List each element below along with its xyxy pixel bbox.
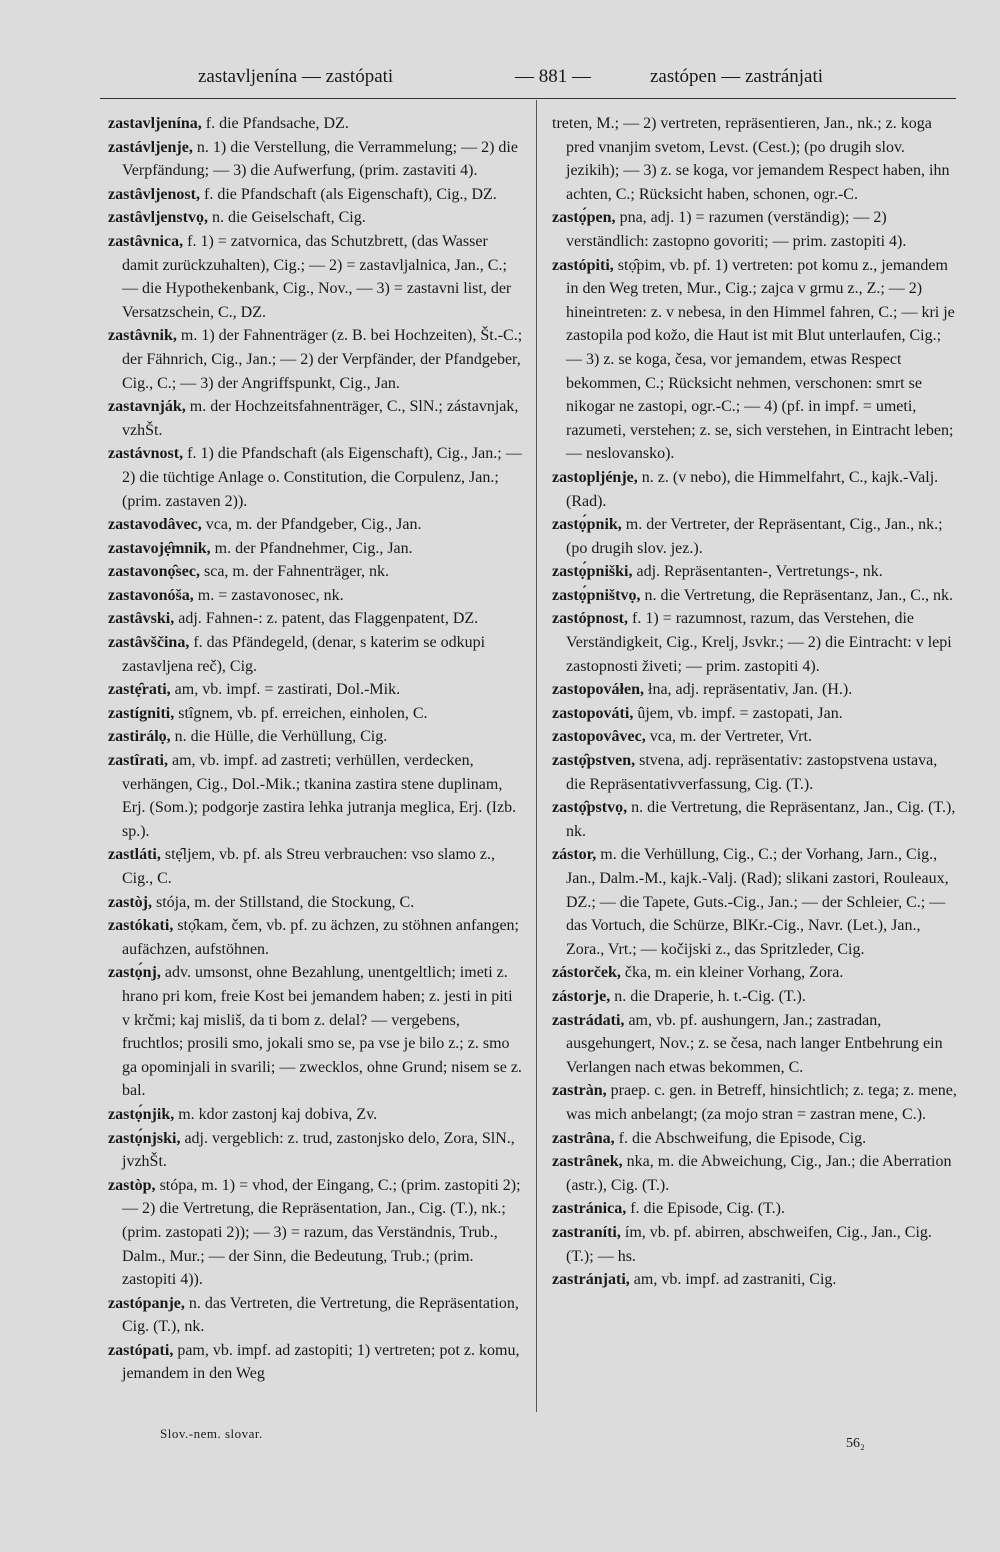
entry-headword: zástorček, (552, 964, 621, 982)
dictionary-entry (552, 702, 960, 726)
header-right-guide-words: zastópen — zastránjati (650, 66, 824, 87)
entry-definition: m. 1) der Fahnenträger (z. B. bei Hochzeiten), Št.-C.; der Fähnrich, Cig., Jan.; — 2) der Verpfänder, der Pfandgeber, Cig., C.; — 3) der Angriffspunkt, Cig., Jan. (122, 327, 523, 392)
entry-headword: zastópnost, (552, 610, 629, 628)
entry-headword: zastókati, (108, 917, 174, 935)
entry-headword: zastâvljenost, (108, 185, 200, 203)
entry-definition: stója, m. der Stillstand, die Stockung, C. (151, 893, 415, 911)
entry-headword: zastopljénje, (552, 468, 638, 486)
entry-headword: zastávnost, (108, 445, 184, 463)
dictionary-entry (108, 560, 523, 584)
entry-definition: am, vb. impf. = zastirati, Dol.-Mik. (170, 681, 401, 699)
entry-headword: zastràn, (552, 1082, 607, 1100)
entry-headword: zastọ́pništvọ, (552, 586, 641, 604)
entry-definition: m. der Pfandnehmer, Cig., Jan. (210, 539, 413, 557)
entry-headword: zastẹ̑rati, (108, 681, 171, 699)
entry-headword: zastòj, (108, 893, 152, 911)
entry-headword: zastọ̑pstven, (552, 752, 636, 770)
entry-definition: stọ̑pim, vb. pf. 1) vertreten: pot komu z., jemandem in den Weg treten, Mur., Cig.; zajca v grmu z., Z.; — 2) hineintreten: z. v nebesa, in den Himmel fahren, C.; — kri je zastopila pod kožo, die Haut ist mit Blut unterlaufen, Cig.; — 3) z. se koga, česa, vor jemandem, etwas Respect bekommen, C.; Rücksicht nehmen, verschonen: smrt se nikogar ne zastopi, ogr.-C.; — 4) (pf. in impf. = umeti, razumeti, verstehen; z. se, sich verstehen, in Eintracht leben; — neslovansko). (566, 256, 955, 463)
page-number: — 881 — (515, 66, 591, 87)
entry-headword: zastavodâvec, (108, 516, 202, 534)
entry-definition: n. die Geiselschaft, Cig. (207, 209, 366, 227)
entry-definition: f. die Pfandschaft (als Eigenschaft), Cig., DZ. (199, 185, 497, 203)
entry-headword: zastavnják, (108, 398, 186, 416)
entry-definition: nka, m. die Abweichung, Cig., Jan.; die Aberration (astr.), Cig. (T.). (566, 1153, 952, 1194)
dictionary-entry (108, 513, 523, 537)
entry-headword: zastópiti, (552, 256, 614, 274)
entry-headword: zastavonọ̑sec, (108, 563, 200, 581)
entry-definition: f. 1) die Pfandschaft (als Eigenschaft), Cig., Jan.; — 2) die tüchtige Anlage o. Constitution, die Corpulenz, Jan.; (prim. zastaven 2)). (122, 445, 522, 510)
entry-definition: f. 1) = razumnost, razum, das Verstehen, die Verständigkeit, Cig., Krelj, Jsvkr.; — 2) die Eintracht: v lepi zastopnosti živeti; — prim. zastopiti 4). (566, 610, 952, 675)
entry-headword: zastrâna, (552, 1129, 615, 1147)
column-divider (536, 100, 537, 1412)
dictionary-entry (552, 1127, 960, 1151)
dictionary-entry (108, 1174, 523, 1292)
sheet-number: 56₂ (846, 1436, 865, 1451)
dictionary-entry (108, 584, 523, 608)
entry-headword: zastòp, (108, 1176, 156, 1194)
dictionary-entry (552, 1009, 960, 1080)
entry-definition: am, vb. impf. ad zastraniti, Cig. (629, 1271, 837, 1289)
entry-definition: čka, m. ein kleiner Vorhang, Zora. (620, 964, 844, 982)
dictionary-entry (552, 1197, 960, 1221)
entry-headword: zastirálọ, (108, 728, 171, 746)
dictionary-entry (108, 702, 523, 726)
dictionary-entry (108, 891, 523, 915)
entry-headword: zastraníti, (552, 1223, 621, 1241)
right-column (552, 112, 960, 1292)
entry-definition: treten, M.; — 2) vertreten, repräsentieren, Jan., nk.; z. koga pred vnanjim svetom, Levst. (Cest.); (po drugih slov. jezikih); — 3) z. se koga, vor jemandem Respect haben, ihn achten, C.; Rücksicht haben, schonen, ogr.-C. (552, 115, 950, 203)
entry-definition: pam, vb. impf. ad zastopiti; 1) vertreten; pot z. komu, jemandem in den Weg (122, 1341, 520, 1383)
entry-definition: adj. Repräsentanten-, Vertretungs-, nk. (632, 563, 883, 581)
dictionary-entry (108, 607, 523, 631)
entry-headword: zastâvnik, (108, 327, 177, 345)
dictionary-entry (108, 442, 523, 513)
entry-headword: zastígniti, (108, 704, 175, 722)
dictionary-entry (552, 985, 960, 1009)
entry-definition: n. die Vertretung, die Repräsentanz, Jan., Cig. (T.), nk. (566, 799, 956, 840)
dictionary-entry (552, 112, 960, 206)
entry-definition: m. = zastavonosec, nk. (193, 586, 344, 604)
dictionary-entry (552, 796, 960, 843)
dictionary-entry (108, 1292, 523, 1339)
entry-definition: am, vb. pf. aushungern, Jan.; zastradan, ausgehungert, Nov.; z. se česa, nach langer Entbehrung ein Verlangen nach etwas bekommen, C. (566, 1011, 943, 1076)
entry-definition: n. die Vertretung, die Repräsentanz, Jan., C., nk. (640, 586, 953, 604)
dictionary-entry (552, 584, 960, 608)
dictionary-entry (552, 254, 960, 466)
signature-mark: Slov.-nem. slovar. (160, 1426, 263, 1441)
dictionary-entry (108, 843, 523, 890)
dictionary-entry (108, 206, 523, 230)
entry-definition: ûjem, vb. impf. = zastopati, Jan. (633, 704, 843, 722)
entry-headword: zastópanje, (108, 1294, 185, 1312)
entry-headword: zastọ́nj, (108, 964, 161, 982)
entry-headword: zastopováti, (552, 704, 634, 722)
entry-definition: n. z. (v nebo), die Himmelfahrt, C., kajk.-Valj. (Rad). (566, 468, 939, 510)
entry-headword: zastopováłen, (552, 681, 644, 699)
entry-headword: zastrânek, (552, 1153, 623, 1171)
entry-definition: adv. umsonst, ohne Bezahlung, unentgeltlich; imeti z. hrano pri kom, freie Kost bei jemandem haben; z. jesti in piti v krčmi; kaj misliš, da ti bom z. delal? — vergebens, fruchtlos; prosili smo, jokali smo se, pa vse je bilo z.; z. smo ga opominjali in svarili; — zwecklos, ohne Grund; nisem se z. bal. (122, 964, 522, 1100)
entry-definition: f. 1) = zatvornica, das Schutzbrett, (das Wasser damit zurückzuhalten), Cig.; — 2) = zastavljalnica, Jan., C.; — die Hypothekenbank, Cig., Nov., — 3) = zastavni list, der Versatzschein, C., DZ. (122, 232, 512, 321)
entry-definition: f. die Abschweifung, die Episode, Cig. (614, 1129, 867, 1147)
dictionary-entry (108, 914, 523, 961)
entry-definition: adj. vergeblich: z. trud, zastonjsko delo, Zora, SlN., jvzhŠt. (122, 1129, 515, 1171)
dictionary-entry (108, 1127, 523, 1174)
dictionary-entry (552, 1221, 960, 1268)
dictionary-entry (552, 466, 960, 513)
dictionary-entry (108, 395, 523, 442)
dictionary-entry (552, 513, 960, 560)
entry-definition: stópa, m. 1) = vhod, der Eingang, C.; (prim. zastopiti 2); — 2) die Vertretung, die Repräsentation, Jan., Cig. (T.), nk.; (prim. zastopati 2)); — 3) = razum, das Verständnis, Trub., Dalm., Mur.; — der Sinn, die Bedeutung, Trub.; (prim. zastopiti 4)). (122, 1176, 521, 1289)
entry-headword: zastâvnica, (108, 232, 184, 250)
dictionary-entry (108, 631, 523, 678)
dictionary-entry (552, 1079, 960, 1126)
entry-definition: f. das Pfändegeld, (denar, s katerim se odkupi zastavljena reč), Cig. (122, 634, 486, 675)
entry-definition: vca, m. der Vertreter, Vrt. (645, 728, 812, 746)
entry-definition: adj. Fahnen-: z. patent, das Flaggenpatent, DZ. (174, 610, 479, 628)
entry-definition: n. die Hülle, die Verhüllung, Cig. (170, 728, 388, 746)
dictionary-entry (552, 560, 960, 584)
entry-headword: zastâvščina, (108, 634, 190, 652)
header-rule (100, 98, 956, 99)
entry-definition: praep. c. gen. in Betreff, hinsichtlich; z. tega; z. mene, was mich anbelangt; (za mojo stran = zastran mene, C.). (566, 1082, 957, 1123)
entry-definition: ím, vb. pf. abirren, abschweifen, Cig., Jan., Cig. (T.); — hs. (566, 1223, 932, 1265)
entry-headword: zastláti, (108, 846, 161, 864)
entry-definition: stîgnem, vb. pf. erreichen, einholen, C. (174, 704, 428, 722)
entry-definition: n. die Draperie, h. t.-Cig. (T.). (610, 987, 806, 1005)
entry-headword: zastrádati, (552, 1011, 625, 1029)
entry-definition: m. der Vertreter, der Repräsentant, Cig., Jan., nk.; (po drugih slov. jez.). (566, 516, 943, 557)
dictionary-entry (552, 678, 960, 702)
dictionary-entry (552, 607, 960, 678)
entry-headword: zastọ̑pstvọ, (552, 799, 628, 817)
entry-headword: zástor, (552, 846, 597, 864)
entry-definition: am, vb. impf. ad zastreti; verhüllen, verdecken, verhängen, Cig., Dol.-Mik.; tkanina zastira stene duplinam, Erj. (Som.); podgorje zastira lehka jutranja meglica, Erj. (Izb. sp.). (122, 752, 517, 840)
entry-headword: zastọ́pnik, (552, 516, 622, 534)
dictionary-entry (552, 843, 960, 961)
entry-definition: łna, adj. repräsentativ, Jan. (H.). (644, 681, 853, 699)
entry-definition: vca, m. der Pfandgeber, Cig., Jan. (201, 516, 422, 534)
dictionary-entry (108, 230, 523, 324)
dictionary-entry (108, 749, 523, 843)
left-column (108, 112, 523, 1386)
dictionary-entry (108, 537, 523, 561)
entry-definition: f. die Episode, Cig. (T.). (626, 1200, 785, 1218)
dictionary-entry (108, 678, 523, 702)
header-left-guide-words: zastavljenína — zastópati (198, 66, 394, 87)
dictionary-entry (108, 324, 523, 395)
entry-definition: pna, adj. 1) = razumen (verständig); — 2) verständlich: zastopno govoriti; — prim. zastopiti 4). (566, 209, 907, 250)
dictionary-entry (552, 749, 960, 796)
dictionary-entry (108, 112, 523, 136)
entry-headword: zastópati, (108, 1341, 174, 1359)
dictionary-entry (108, 725, 523, 749)
entry-definition: n. 1) die Verstellung, die Verrammelung; — 2) die Verpfändung; — 3) die Aufwerfung, (prim. zastaviti 4). (122, 138, 518, 180)
dictionary-entry (108, 136, 523, 183)
page-header (100, 66, 960, 94)
entry-definition: m. der Hochzeitsfahnenträger, C., SlN.; zástavnjak, vzhŠt. (122, 398, 519, 439)
entry-definition: stọ̑kam, čem, vb. pf. zu ächzen, zu stöhnen anfangen; aufächzen, aufstöhnen. (122, 917, 519, 958)
entry-headword: zastọ́pniški, (552, 563, 633, 581)
dictionary-entry (108, 961, 523, 1103)
dictionary-entry (552, 725, 960, 749)
dictionary-entry (108, 1103, 523, 1127)
entry-headword: zastránjati, (552, 1271, 630, 1289)
entry-headword: zastọ́pen, (552, 209, 616, 227)
entry-headword: zastávljenje, (108, 138, 193, 156)
dictionary-entry (552, 206, 960, 253)
entry-definition: stẹ̑ljem, vb. pf. als Streu verbrauchen: vso slamo z., Cig., C. (122, 846, 496, 887)
entry-headword: zastâvski, (108, 610, 175, 628)
entry-headword: zastopovâvec, (552, 728, 646, 746)
entry-headword: zastọ́njik, (108, 1105, 175, 1123)
entry-definition: m. kdor zastonj kaj dobiva, Zv. (174, 1105, 378, 1123)
dictionary-entry (552, 1268, 960, 1292)
entry-headword: zastavljenína, (108, 115, 202, 132)
entry-headword: zastavojẹ̑mnik, (108, 539, 211, 557)
entry-definition: stvena, adj. repräsentativ: zastopstvena ustava, die Repräsentativverfassung, Cig. (T.). (566, 752, 938, 793)
entry-headword: zastọ́njski, (108, 1129, 181, 1147)
entry-headword: zastîrati, (108, 752, 168, 770)
entry-definition: n. das Vertreten, die Vertretung, die Repräsentation, Cig. (T.), nk. (122, 1294, 519, 1336)
entry-headword: zástorje, (552, 987, 611, 1005)
dictionary-entry (552, 1150, 960, 1197)
entry-headword: zastránica, (552, 1200, 627, 1218)
entry-headword: zastavonóša, (108, 586, 194, 604)
dictionary-entry (552, 961, 960, 985)
entry-definition: m. die Verhüllung, Cig., C.; der Vorhang, Jarn., Cig., Jan., Dalm.-M., kajk.-Valj. (Rad); slikani zastori, Rouleaux, DZ.; — die Tapete, Guts.-Cig., Jan.; — der Schleier, C.; — das Vortuch, die Schürze, BlKr.-Cig., Navr. (Let.), Jan., Zora., Vrt.; — kočijski z., das Spritzleder, Cig. (566, 846, 949, 958)
entry-headword: zastâvljenstvọ, (108, 209, 208, 227)
dictionary-entry (108, 183, 523, 207)
dictionary-entry (108, 1339, 523, 1386)
entry-definition: sca, m. der Fahnenträger, nk. (199, 563, 390, 581)
entry-definition: f. die Pfandsache, DZ. (201, 115, 349, 132)
